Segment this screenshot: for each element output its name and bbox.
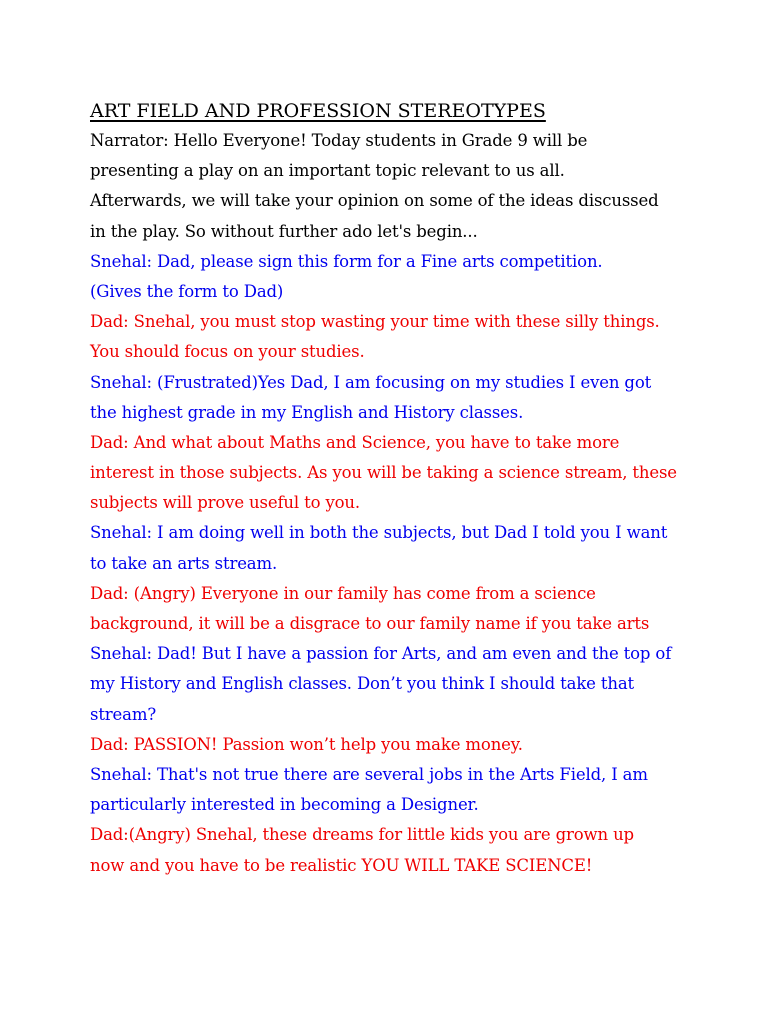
dialogue-line: Dad: (Angry) Everyone in our family has come from a science xyxy=(90,583,596,603)
dialogue-line: Afterwards, we will take your opinion on some of the ideas discussed xyxy=(90,191,659,211)
dialogue-line: stream? xyxy=(90,704,157,724)
dialogue-line: Dad:(Angry) Snehal, these dreams for little kids you are grown up xyxy=(90,825,634,845)
dialogue-line: to take an arts stream. xyxy=(90,553,278,573)
dialogue-lines xyxy=(90,126,690,881)
dialogue-line: Dad: PASSION! Passion won’t help you make money. xyxy=(90,734,523,754)
dialogue-line: Snehal: (Frustrated)Yes Dad, I am focusing on my studies I even got xyxy=(90,372,652,392)
dialogue-line: Narrator: Hello Everyone! Today students in Grade 9 will be xyxy=(90,131,588,150)
dialogue-line: Snehal: Dad, please sign this form for a Fine arts competition. xyxy=(90,251,603,271)
dialogue-line: Snehal: That's not true there are several jobs in the Arts Field, I am xyxy=(90,764,648,784)
dialogue-line: the highest grade in my English and History classes. xyxy=(90,402,524,422)
dialogue-line: presenting a play on an important topic relevant to us all. xyxy=(90,161,565,181)
dialogue-line: (Gives the form to Dad) xyxy=(90,281,284,301)
dialogue-line: Snehal: I am doing well in both the subjects, but Dad I told you I want xyxy=(90,523,668,543)
dialogue-line: my History and English classes. Don’t you think I should take that xyxy=(90,674,635,694)
dialogue-line: particularly interested in becoming a Designer. xyxy=(90,795,479,815)
dialogue-line: Snehal: Dad! But I have a passion for Arts, and am even and the top of xyxy=(90,644,672,664)
dialogue-line: subjects will prove useful to you. xyxy=(90,493,360,513)
dialogue-line: Dad: Snehal, you must stop wasting your time with these silly things. xyxy=(90,312,660,332)
document-title: ART FIELD AND PROFESSION STEREOTYPES xyxy=(90,100,546,122)
dialogue-line: Dad: And what about Maths and Science, you have to take more xyxy=(90,432,620,452)
dialogue-line: in the play. So without further ado let's begin... xyxy=(90,221,478,241)
dialogue-line: You should focus on your studies. xyxy=(90,342,365,362)
script-page xyxy=(90,96,690,881)
dialogue-line: background, it will be a disgrace to our family name if you take arts xyxy=(90,614,650,633)
dialogue-line: now and you have to be realistic YOU WILL TAKE SCIENCE! xyxy=(90,855,593,875)
dialogue-line: interest in those subjects. As you will be taking a science stream, these xyxy=(90,463,677,483)
